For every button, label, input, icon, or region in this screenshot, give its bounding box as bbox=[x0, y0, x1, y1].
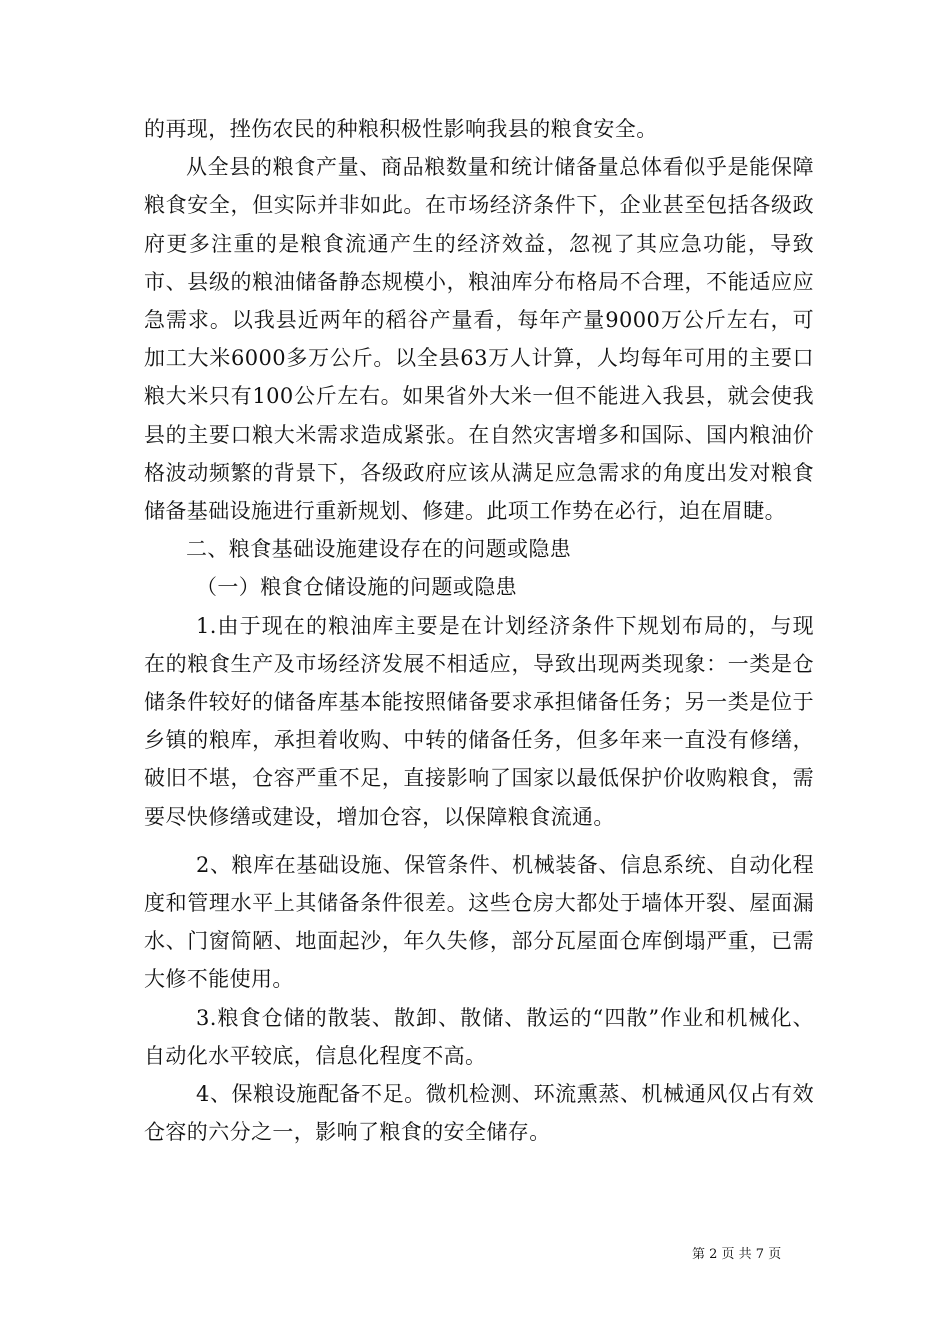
paragraph-item-1: 1.由于现在的粮油库主要是在计划经济条件下规划布局的，与现在的粮食生产及市场经济发展不相适应，导致出现两类现象：一类是仓储条件较好的储备库基本能按照储备要求承担储备任务；另一类是位于乡镇的粮库，承担着收购、中转的储备任务，但多年来一直没有修缮，破旧不堪，仓容严重不足，直接影响了国家以最低保护价收购粮食，需要尽快修缮或建设，增加仓容，以保障粮食流通。 bbox=[144, 613, 814, 829]
paragraph-item-2: 2、粮库在基础设施、保管条件、机械装备、信息系统、自动化程度和管理水平上其储备条件很差。这些仓房大都处于墙体开裂、屋面漏水、门窗简陋、地面起沙，年久失修，部分瓦屋面仓库倒塌严重，已需大修不能使用。 bbox=[144, 852, 814, 992]
paragraph-continuation: 的再现，挫伤农民的种粮积极性影响我县的粮食安全。 bbox=[144, 117, 658, 141]
subsection-heading-storage: （一）粮食仓储设施的问题或隐患 bbox=[196, 575, 517, 600]
document-body bbox=[144, 110, 814, 1151]
page-number-footer: 第 2 页 共 7 页 bbox=[692, 1247, 782, 1262]
paragraph-item-3: 3.粮食仓储的散装、散卸、散储、散运的“四散”作业和机械化、自动化水平较底，信息化程度不高。 bbox=[144, 1005, 814, 1068]
paragraph-item-4: 4、保粮设施配备不足。微机检测、环流熏蒸、机械通风仅占有效仓容的六分之一，影响了粮食的安全储存。 bbox=[144, 1082, 814, 1145]
paragraph-food-security-analysis: 从全县的粮食产量、商品粮数量和统计储备量总体看似乎是能保障粮食安全，但实际并非如此。在市场经济条件下，企业甚至包括各级政府更多注重的是粮食流通产生的经济效益，忽视了其应急功能，导致市、县级的粮油储备静态规模小，粮油库分布格局不合理，不能适应应急需求。以我县近两年的稻谷产量看，每年产量9000万公斤左右，可加工大米6000多万公斤。以全县63万人计算，人均每年可用的主要口粮大米只有100公斤左右。如果省外大米一但不能进入我县，就会使我县的主要口粮大米需求造成紧张。在自然灾害增多和国际、国内粮油价格波动频繁的背景下，各级政府应该从满足应急需求的角度出发对粮食储备基础设施进行重新规划、修建。此项工作势在必行，迫在眉睫。 bbox=[144, 155, 814, 524]
section-heading-issues: 二、粮食基础设施建设存在的问题或隐患 bbox=[186, 537, 572, 562]
